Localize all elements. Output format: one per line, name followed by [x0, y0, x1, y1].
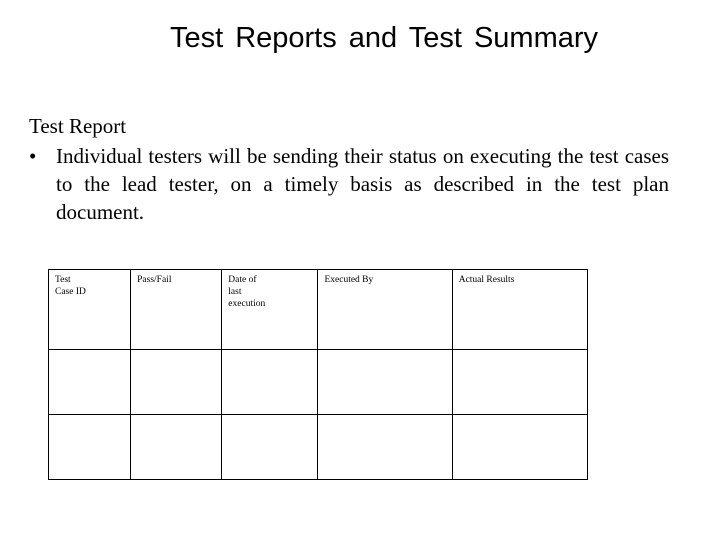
table-cell	[318, 415, 452, 480]
table-row	[49, 350, 588, 415]
bullet-marker: •	[29, 144, 37, 168]
table-cell	[222, 415, 318, 480]
header-line: Actual Results	[458, 275, 515, 285]
header-line: execution	[228, 299, 266, 309]
table-cell	[452, 350, 587, 415]
header-executed-by	[318, 270, 452, 350]
table-row	[49, 415, 588, 480]
table-cell	[318, 350, 452, 415]
table-cell	[131, 350, 222, 415]
table-cell	[49, 415, 131, 480]
header-line: Date of	[228, 275, 257, 285]
header-actual-results	[452, 270, 587, 350]
header-line: Executed By	[324, 275, 374, 285]
slide-title: Test Reports and Test Summary	[169, 22, 599, 54]
table-cell	[49, 350, 131, 415]
table-cell	[131, 415, 222, 480]
header-pass-fail	[131, 270, 222, 350]
test-report-table	[48, 269, 588, 480]
header-line: Case ID	[55, 287, 86, 297]
table-header-row	[49, 270, 588, 350]
header-line: last	[228, 287, 242, 297]
bullet-text: Individual testers will be sending their status on executing the test cases to the lead tester, on a timely basis as described in the test plan document.	[56, 144, 669, 224]
header-line: Test	[55, 275, 71, 285]
table-cell	[452, 415, 587, 480]
bullet-item	[29, 142, 669, 226]
table-cell	[222, 350, 318, 415]
header-test-case-id	[49, 270, 131, 350]
section-heading: Test Report	[29, 114, 127, 138]
header-date-of-last-execution	[222, 270, 318, 350]
header-line: Pass/Fail	[137, 275, 172, 285]
